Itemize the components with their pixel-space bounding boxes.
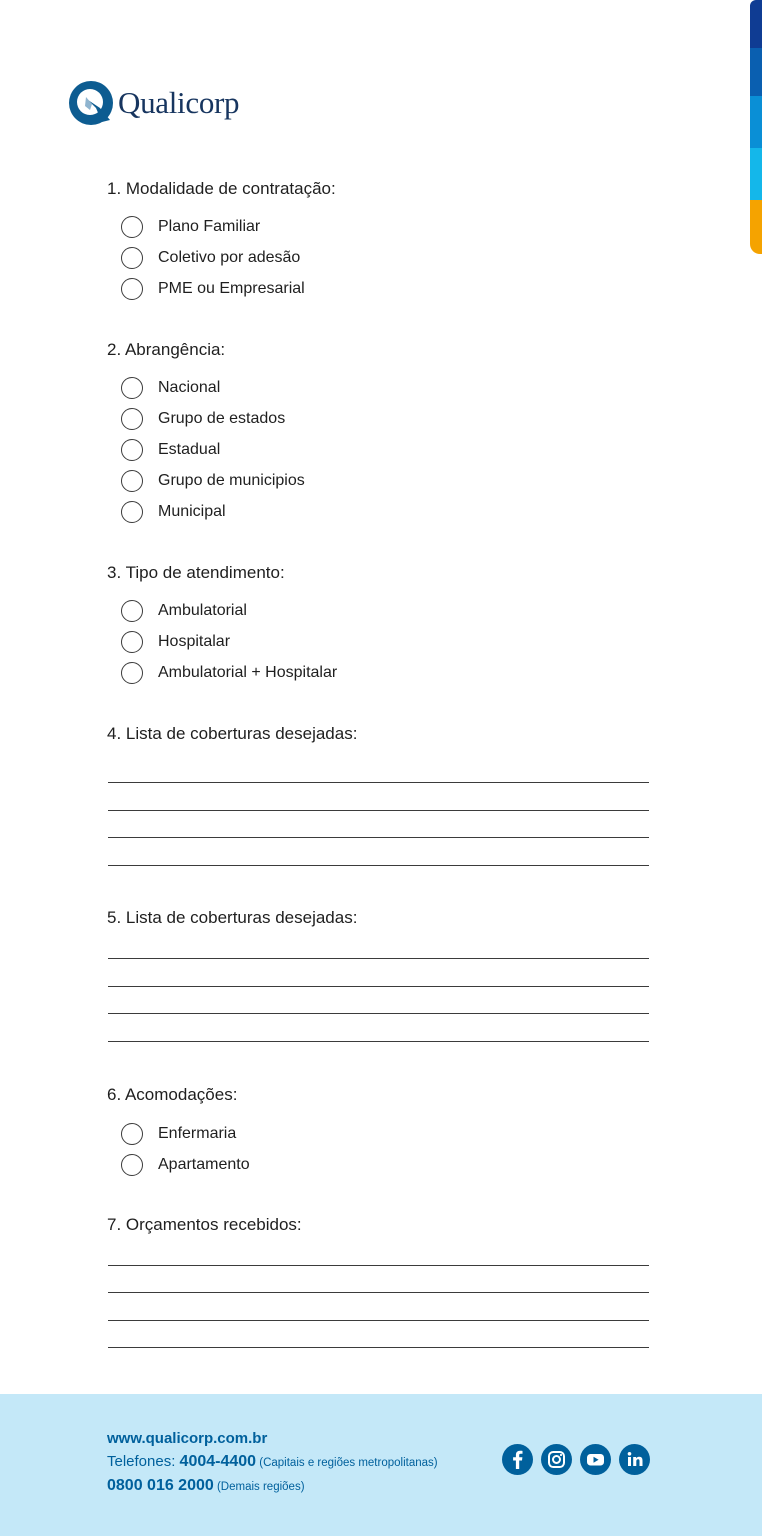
option-estadual[interactable] [121, 439, 220, 461]
write-line[interactable] [108, 1347, 649, 1348]
question-1-title: 1. Modalidade de contratação: [107, 179, 336, 198]
option-label: PME ou Empresarial [158, 280, 305, 297]
strip-segment-1 [750, 0, 762, 48]
radio-button[interactable] [121, 1154, 143, 1176]
option-label: Municipal [158, 503, 226, 520]
option-ambulatorial[interactable] [121, 600, 247, 622]
logo-wordmark: Qualicorp [118, 85, 240, 120]
option-label: Plano Familiar [158, 218, 261, 235]
option-label: Nacional [158, 379, 221, 396]
radio-button[interactable] [121, 662, 143, 684]
write-line[interactable] [108, 1292, 649, 1293]
option-enfermaria[interactable] [121, 1123, 236, 1145]
radio-button[interactable] [121, 377, 143, 399]
option-plano-familiar[interactable] [121, 216, 260, 238]
phone-line-main [107, 1453, 438, 1471]
option-label: Ambulatorial + Hospitalar [158, 664, 338, 681]
write-line[interactable] [108, 782, 649, 783]
phone-alt-number[interactable]: 0800 016 2000 [107, 1477, 214, 1494]
phone-main-note: (Capitais e regiões metropolitanas) [256, 1457, 438, 1469]
youtube-icon[interactable] [580, 1444, 611, 1475]
brand-color-strip [750, 0, 762, 254]
radio-button[interactable] [121, 470, 143, 492]
strip-segment-2 [750, 48, 762, 96]
phone-alt-note: (Demais regiões) [213, 1481, 305, 1493]
radio-button[interactable] [121, 439, 143, 461]
social-links [502, 1444, 650, 1475]
question-6-title: 6. Acomodações: [107, 1085, 238, 1104]
option-coletivo-por-adesao[interactable] [121, 247, 300, 269]
write-line[interactable] [108, 958, 649, 959]
radio-button[interactable] [121, 216, 143, 238]
question-7-title: 7. Orçamentos recebidos: [107, 1215, 302, 1234]
write-line[interactable] [108, 865, 649, 866]
radio-button[interactable] [121, 408, 143, 430]
question-2-title: 2. Abrangência: [107, 340, 226, 359]
radio-button[interactable] [121, 600, 143, 622]
question-5-title: 5. Lista de coberturas desejadas: [107, 908, 358, 927]
radio-button[interactable] [121, 631, 143, 653]
option-municipal[interactable] [121, 501, 226, 523]
write-line[interactable] [108, 1013, 649, 1014]
write-line[interactable] [108, 1320, 649, 1321]
write-line[interactable] [108, 810, 649, 811]
option-label: Apartamento [158, 1156, 250, 1173]
write-line[interactable] [108, 837, 649, 838]
radio-button[interactable] [121, 1123, 143, 1145]
option-hospitalar[interactable] [121, 631, 230, 653]
write-line[interactable] [108, 1041, 649, 1042]
phone-main-number[interactable]: 4004-4400 [179, 1453, 257, 1470]
option-apartamento[interactable] [121, 1154, 250, 1176]
option-label: Coletivo por adesão [158, 249, 301, 266]
footer [0, 1394, 762, 1536]
write-line[interactable] [108, 986, 649, 987]
option-grupo-de-municipios[interactable] [121, 470, 305, 492]
write-line[interactable] [108, 1265, 649, 1266]
radio-button[interactable] [121, 501, 143, 523]
option-ambulatorial-hospitalar[interactable] [121, 662, 337, 684]
strip-segment-4 [750, 148, 762, 200]
linkedin-icon[interactable] [619, 1444, 650, 1475]
facebook-icon[interactable] [502, 1444, 533, 1475]
qualicorp-logo [68, 80, 239, 126]
option-grupo-de-estados[interactable] [121, 408, 285, 430]
phone-line-alt [107, 1477, 305, 1495]
option-nacional[interactable] [121, 377, 220, 399]
instagram-icon[interactable] [541, 1444, 572, 1475]
radio-button[interactable] [121, 247, 143, 269]
strip-segment-5 [750, 200, 762, 254]
strip-segment-3 [750, 96, 762, 148]
option-label: Estadual [158, 441, 221, 458]
option-pme-ou-empresarial[interactable] [121, 278, 305, 300]
option-label: Grupo de estados [158, 410, 286, 427]
question-3-title: 3. Tipo de atendimento: [107, 563, 285, 582]
option-label: Hospitalar [158, 633, 231, 650]
website-link[interactable]: www.qualicorp.com.br [107, 1430, 268, 1447]
qualicorp-q-logo-icon [68, 80, 114, 126]
option-label: Grupo de municipios [158, 472, 305, 489]
option-label: Enfermaria [158, 1125, 237, 1142]
radio-button[interactable] [121, 278, 143, 300]
question-4-title: 4. Lista de coberturas desejadas: [107, 724, 358, 743]
phone-label: Telefones: [107, 1453, 180, 1470]
option-label: Ambulatorial [158, 602, 247, 619]
